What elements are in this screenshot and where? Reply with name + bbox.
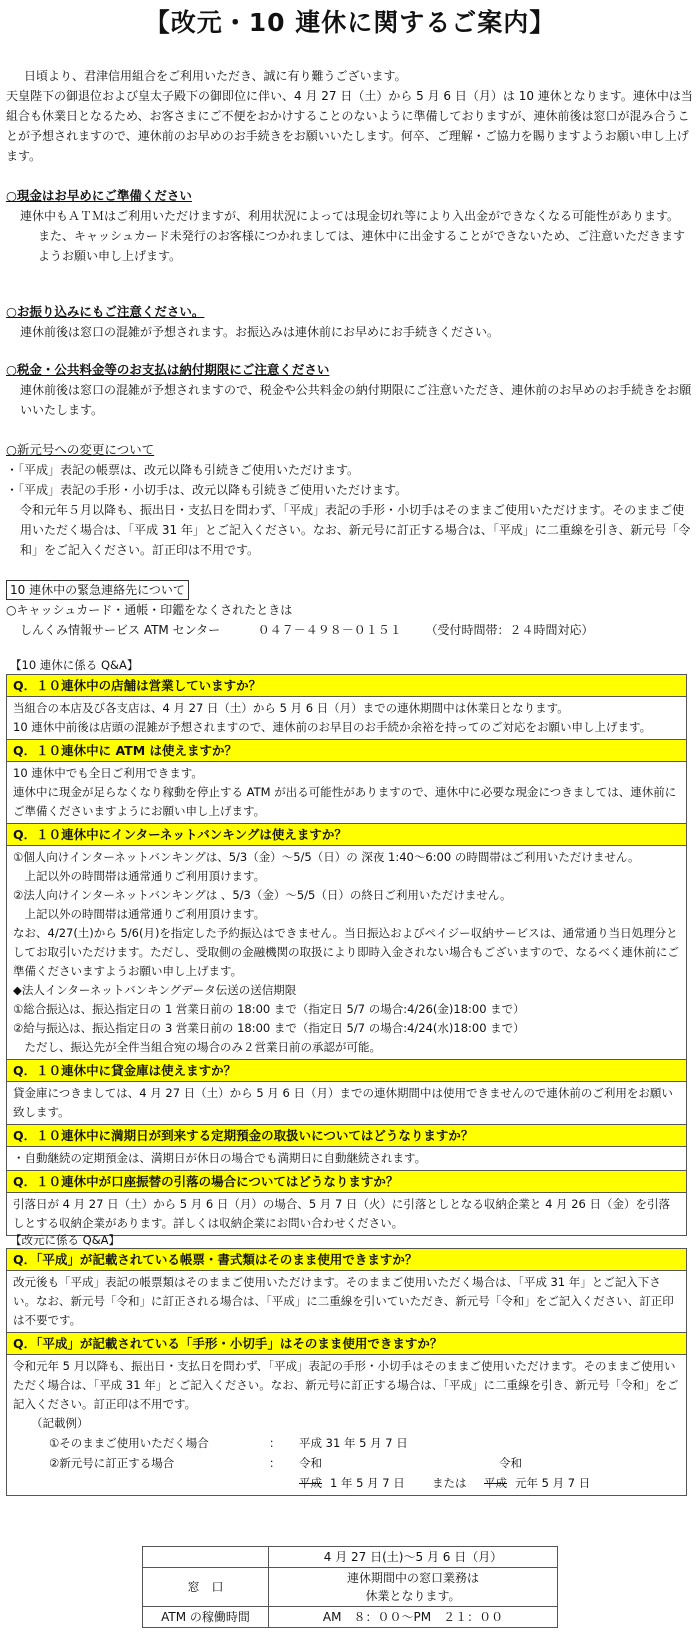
table-cell xyxy=(143,1547,269,1568)
qa-question: Q．１０連休中に ATM は使えますか？ xyxy=(7,740,686,762)
example-reiwa: 令和 xyxy=(299,1456,322,1470)
section-cash xyxy=(6,186,694,266)
section-emergency xyxy=(6,580,694,640)
qa-answer xyxy=(7,1147,686,1171)
atm-center-name: しんくみ情報サービス ATM センター xyxy=(20,623,221,637)
qa-question: Q．１０連休中に貸金庫は使えますか？ xyxy=(7,1060,686,1082)
example-date: 1 年 5 月 7 日 xyxy=(330,1476,405,1490)
writing-example xyxy=(13,1414,680,1493)
section-text: また、キャッシュカード未発行のお客様につかれましては、連休中に出金することができないため、ご注意いただきますようお願い申し上げます。 xyxy=(38,229,686,263)
atm-hours-value: AM ８：００～PM ２１：００ xyxy=(269,1607,558,1628)
example-date: 元年 5 月 7 日 xyxy=(515,1476,591,1490)
example-or: または xyxy=(432,1476,467,1490)
qa-question: Q．「平成」が記載されている「手形・小切手」はそのまま使用できますか？ xyxy=(7,1333,686,1355)
section-text: 令和元年５月以降も、振出日・支払日を問わず、「平成」表記の手形・小切手はそのままご使用いただけます。そのままご使用いただく場合は、「平成 31 年」とご記入ください。なお、新元号に訂正する場合は、「平成」に二重線を引き、新元号「令和」をご記入ください。訂正印は不用です。 xyxy=(20,503,691,557)
section-text: 連休中もＡＴＭはご利用いただけますが、利用状況によっては現金切れ等により入出金ができなくなる可能性があります。 xyxy=(20,209,680,223)
section-text: ・「平成」表記の帳票は、改元以降も引続きご使用いただけます。 xyxy=(6,463,360,477)
qa-question: Q．１０連休中にインターネットバンキングは使えますか？ xyxy=(7,824,686,846)
table-row xyxy=(143,1607,558,1628)
qa-era xyxy=(6,1248,687,1496)
emergency-line: ○キャッシュカード・通帳・印鑑をなくされたときは xyxy=(6,603,293,617)
answer-line: 上記以外の時間帯は通常通りご利用頂けます。 xyxy=(13,907,266,921)
qa-answer xyxy=(7,1193,686,1236)
example-value: 平成 31 年 5 月 7 日 xyxy=(299,1436,408,1450)
qa-holiday xyxy=(6,674,687,1236)
answer-line: 改元後も「平成」表記の帳票類はそのままご使用いただけます。そのままご使用いただく場合は、「平成 31 年」とご記入下さい。なお、新元号「令和」に訂正される場合は、「平成」に二重線を引いていただき、新元号「令和」をご記入ください、訂正印は不要です。 xyxy=(13,1275,674,1327)
schedule-period: 4 月 27 日(土)～5 月 6 日（月） xyxy=(269,1547,558,1568)
answer-line: 当組合の本店及び各支店は、4 月 27 日（土）から 5 月 6 日（月）までの連休期間中は休業日となります。 xyxy=(13,701,569,715)
qa-question: Q．１０連休中が口座振替の引落の場合についてはどうなりますか？ xyxy=(7,1171,686,1193)
example-colon: ： xyxy=(269,1436,281,1450)
answer-line: ・自動継続の定期預金は、満期日が休日の場合でも満期日に自動継続されます。 xyxy=(13,1151,427,1165)
qa-holiday-label: 【10 連休に係る Q&A】 xyxy=(10,658,139,672)
qa-answer xyxy=(7,697,686,740)
example-heisei-struck: 平成 xyxy=(299,1476,322,1490)
atm-center-hours: （受付時間帯：２４時間対応） xyxy=(425,623,594,637)
example-row xyxy=(31,1433,680,1453)
example-row xyxy=(31,1453,680,1473)
example-case: ②新元号に訂正する場合 xyxy=(49,1456,175,1470)
example-reiwa: 令和 xyxy=(499,1456,522,1470)
qa-answer xyxy=(7,846,686,1060)
answer-line: ◆法人インターネットバンキングデータ伝送の送信期限 xyxy=(13,983,297,997)
section-text: 連休前後は窓口の混雑が予想されます。お振込みは連休前にお早めにお手続きください。 xyxy=(20,325,500,339)
qa-answer xyxy=(7,762,686,824)
qa-answer xyxy=(7,1355,686,1496)
answer-line: 上記以外の時間帯は通常通りご利用頂けます。 xyxy=(13,869,266,883)
section-heading-era: ○新元号への変更について xyxy=(6,442,155,457)
qa-era-label: 【改元に係る Q&A】 xyxy=(10,1233,121,1247)
window-value xyxy=(269,1568,558,1607)
section-transfer xyxy=(6,302,694,342)
intro-body: 天皇陛下の御退位および皇太子殿下の御即位に伴い、4 月 27 日（土）から 5 月 6 日（月）は 10 連休となります。連休中は当組合も休業日となるため、お客さまにご不便をおかけすることのないように準備しておりますが、連休前後は窓口が混み合うことが予想されますので、連休前のお早めのお手続きをお願いいたします。何卒、ご理解・ご協力を賜りますようお願い申し上げます。 xyxy=(6,89,693,163)
intro-text xyxy=(6,66,694,166)
emergency-contact xyxy=(6,620,694,640)
example-label: （記載例） xyxy=(31,1416,89,1430)
table-row xyxy=(143,1568,558,1607)
answer-line: 10 連休中前後は店頭の混雑が予想されますので、連休前のお早目のお手続か余裕を持ってのご対応をお願い申し上げます。 xyxy=(13,720,652,734)
example-case: ①そのままご使用いただく場合 xyxy=(49,1436,209,1450)
answer-line: ただし、振込先が全件当組合宛の場合のみ２営業日前の承認が可能。 xyxy=(13,1040,381,1054)
qa-answer xyxy=(7,1271,686,1333)
page-title: 【改元・10 連休に関するご案内】 xyxy=(144,8,556,37)
qa-answer xyxy=(7,1082,686,1125)
section-heading-tax: ○税金・公共料金等のお支払は納付期限にご注意ください xyxy=(6,362,330,377)
window-value-line: 連休期間中の窓口業務は xyxy=(346,1571,479,1585)
section-heading-transfer: ○お振り込みにもご注意ください。 xyxy=(6,304,205,319)
answer-line: ②法人向けインターネットバンキングは 、5/3（金）～5/5（日）の終日ご利用いただけません。 xyxy=(13,888,512,902)
window-label: 窓 口 xyxy=(143,1568,269,1607)
answer-line: 連休中に現金が足らなくなり稼動を停止する ATM が出る可能性がありますので、連休中に必要な現金につきましては、連休前にご準備くださいますようにお願い申し上げます。 xyxy=(13,785,677,818)
qa-question: Q．１０連休中に満期日が到来する定期預金の取扱いについてはどうなりますか？ xyxy=(7,1125,686,1147)
answer-line: ①個人向けインターネットバンキングは、5/3（金）～5/5（日）の 深夜 1:40～6:00 の時間帯はご利用いただけません。 xyxy=(13,850,640,864)
answer-line: ②給与振込は、振込指定日の 3 営業日前の 18:00 まで（指定日 5/7 の場合:4/24(水)18:00 まで） xyxy=(13,1021,525,1035)
section-new-era xyxy=(6,440,694,560)
atm-center-phone[interactable]: ０４７－４９８－０１５１ xyxy=(257,623,402,637)
section-heading-cash: ○現金はお早めにご準備ください xyxy=(6,188,192,203)
example-colon: ： xyxy=(269,1456,281,1470)
section-text: ・「平成」表記の手形・小切手は、改元以降も引続きご使用いただけます。 xyxy=(6,483,408,497)
table-row xyxy=(143,1547,558,1568)
section-text: 連休前後は窓口の混雑が予想されますので、税金や公共料金の納付期限にご注意いただき、連休前のお早めのお手続きをお願いいたします。 xyxy=(20,383,692,417)
section-heading-emergency: 10 連休中の緊急連絡先について xyxy=(6,580,189,600)
answer-line: 引落日が 4 月 27 日（土）から 5 月 6 日（月）の場合、5 月 7 日（火）に引落としとなる収納企業と 4 月 26 日（金）を引落しとする収納企業があります。詳しくは収納企業にお問い合わせください。 xyxy=(13,1197,670,1230)
answer-line: なお、4/27(土)から 5/6(月)を指定した予約振込はできません。当日振込およびペイジー収納サービスは、通常通り当日処理分としてお取引いただけます。ただし、受取側の金融機関の取扱により即時入金されない場合もございますので、なるべく連休前にご準備くださいますようお願い申し上げます。 xyxy=(13,926,679,978)
example-row xyxy=(31,1473,680,1493)
atm-hours-label: ATM の稼働時間 xyxy=(143,1607,269,1628)
example-heisei-struck: 平成 xyxy=(484,1476,507,1490)
answer-line: ①総合振込は、振込指定日の 1 営業日前の 18:00 まで（指定日 5/7 の場合:4/26(金)18:00 まで） xyxy=(13,1002,525,1016)
window-value-line: 休業となります。 xyxy=(365,1589,461,1603)
qa-question: Q．「平成」が記載されている帳票・書式類はそのまま使用できますか？ xyxy=(7,1249,686,1271)
answer-line: 貸金庫につきましては、4 月 27 日（土）から 5 月 6 日（月）までの連休期間中は使用できませんので連休前のご利用をお願い致します。 xyxy=(13,1086,673,1119)
section-tax xyxy=(6,360,694,420)
schedule-table xyxy=(142,1546,558,1628)
answer-line: 10 連休中でも全日ご利用できます。 xyxy=(13,766,203,780)
qa-question: Q．１０連休中の店舗は営業していますか？ xyxy=(7,675,686,697)
intro-greeting: 日頃より、君津信用組合をご利用いただき、誠に有り難うございます。 xyxy=(24,69,407,83)
answer-line: 令和元年 5 月以降も、振出日・支払日を問わず、「平成」表記の手形・小切手はそのままご使用いただけます。そのままご使用いただく場合は、「平成 31 年」とご記入ください。なお、新元号に訂正する場合は、「平成」に二重線を引き、新元号「令和」をご記入ください。訂正印は不用です。 xyxy=(13,1359,679,1411)
